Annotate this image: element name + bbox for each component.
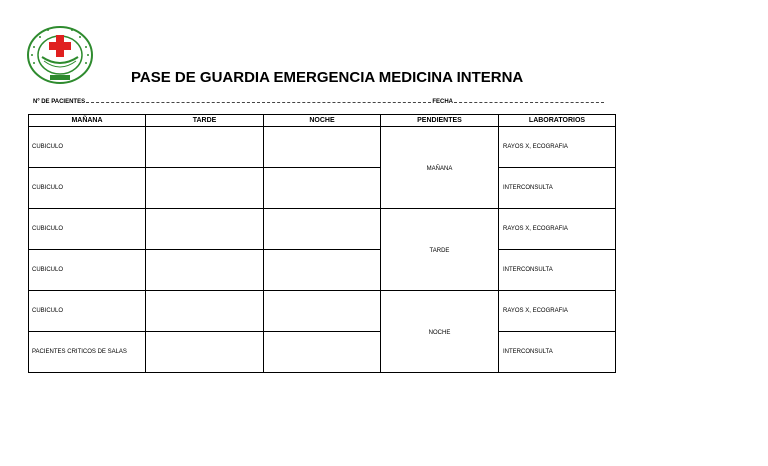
pendientes-cell[interactable] — [381, 127, 499, 209]
laboratorios-cell[interactable] — [499, 291, 616, 332]
document-title: PASE DE GUARDIA EMERGENCIA MEDICINA INTERNA — [131, 69, 524, 86]
table-row — [29, 168, 616, 209]
lab-label: RAYOS X, ECOGRAFIA — [503, 144, 568, 150]
noche-cell[interactable] — [264, 127, 381, 168]
tarde-cell[interactable] — [146, 168, 264, 209]
manana-cell[interactable] — [29, 127, 146, 168]
column-header-noche: NOCHE — [264, 115, 381, 127]
table-row — [29, 209, 616, 250]
noche-cell[interactable] — [264, 209, 381, 250]
noche-cell[interactable] — [264, 291, 381, 332]
manana-cell[interactable] — [29, 332, 146, 373]
pendientes-cell[interactable] — [381, 209, 499, 291]
manana-cell[interactable] — [29, 250, 146, 291]
laboratorios-cell[interactable] — [499, 209, 616, 250]
lab-label: RAYOS X, ECOGRAFIA — [503, 308, 568, 314]
column-header-manana: MAÑANA — [29, 115, 146, 127]
laboratorios-cell[interactable] — [499, 250, 616, 291]
pendientes-cell[interactable] — [381, 291, 499, 373]
manana-cell[interactable] — [29, 209, 146, 250]
table-row — [29, 127, 616, 168]
lab-label: INTERCONSULTA — [503, 267, 553, 273]
row-label: CUBICULO — [32, 226, 64, 232]
column-header-tarde: TARDE — [146, 115, 264, 127]
noche-cell[interactable] — [264, 168, 381, 209]
pendientes-shift-label: TARDE — [429, 247, 450, 254]
date-field[interactable] — [454, 102, 604, 103]
tarde-cell[interactable] — [146, 250, 264, 291]
column-header-pendientes: PENDIENTES — [381, 115, 499, 127]
table-row — [29, 332, 616, 373]
lab-label: INTERCONSULTA — [503, 185, 553, 191]
table-row — [29, 250, 616, 291]
tarde-cell[interactable] — [146, 291, 264, 332]
hospital-seal-icon — [26, 25, 96, 85]
noche-cell[interactable] — [264, 332, 381, 373]
patients-count-label: Nº DE PACIENTES — [33, 99, 86, 105]
tarde-cell[interactable] — [146, 209, 264, 250]
manana-cell[interactable] — [29, 168, 146, 209]
laboratorios-cell[interactable] — [499, 168, 616, 209]
table-row — [29, 291, 616, 332]
row-label: CUBICULO — [32, 144, 64, 150]
noche-cell[interactable] — [264, 250, 381, 291]
row-label: CUBICULO — [32, 185, 64, 191]
table-header-row — [29, 115, 616, 127]
date-label: FECHA — [432, 99, 453, 105]
laboratorios-cell[interactable] — [499, 332, 616, 373]
row-label: CUBICULO — [32, 267, 64, 273]
tarde-cell[interactable] — [146, 332, 264, 373]
laboratorios-cell[interactable] — [499, 127, 616, 168]
manana-cell[interactable] — [29, 291, 146, 332]
tarde-cell[interactable] — [146, 127, 264, 168]
lab-label: RAYOS X, ECOGRAFIA — [503, 226, 568, 232]
patients-count-field[interactable] — [86, 102, 431, 103]
column-header-laboratorios: LABORATORIOS — [499, 115, 616, 127]
header-fields — [33, 97, 605, 107]
handover-table — [28, 114, 616, 373]
pendientes-shift-label: NOCHE — [428, 329, 451, 336]
lab-label: INTERCONSULTA — [503, 349, 553, 355]
row-label: PACIENTES CRITICOS DE SALAS — [32, 349, 127, 355]
pendientes-shift-label: MAÑANA — [426, 165, 453, 172]
row-label: CUBICULO — [32, 308, 64, 314]
